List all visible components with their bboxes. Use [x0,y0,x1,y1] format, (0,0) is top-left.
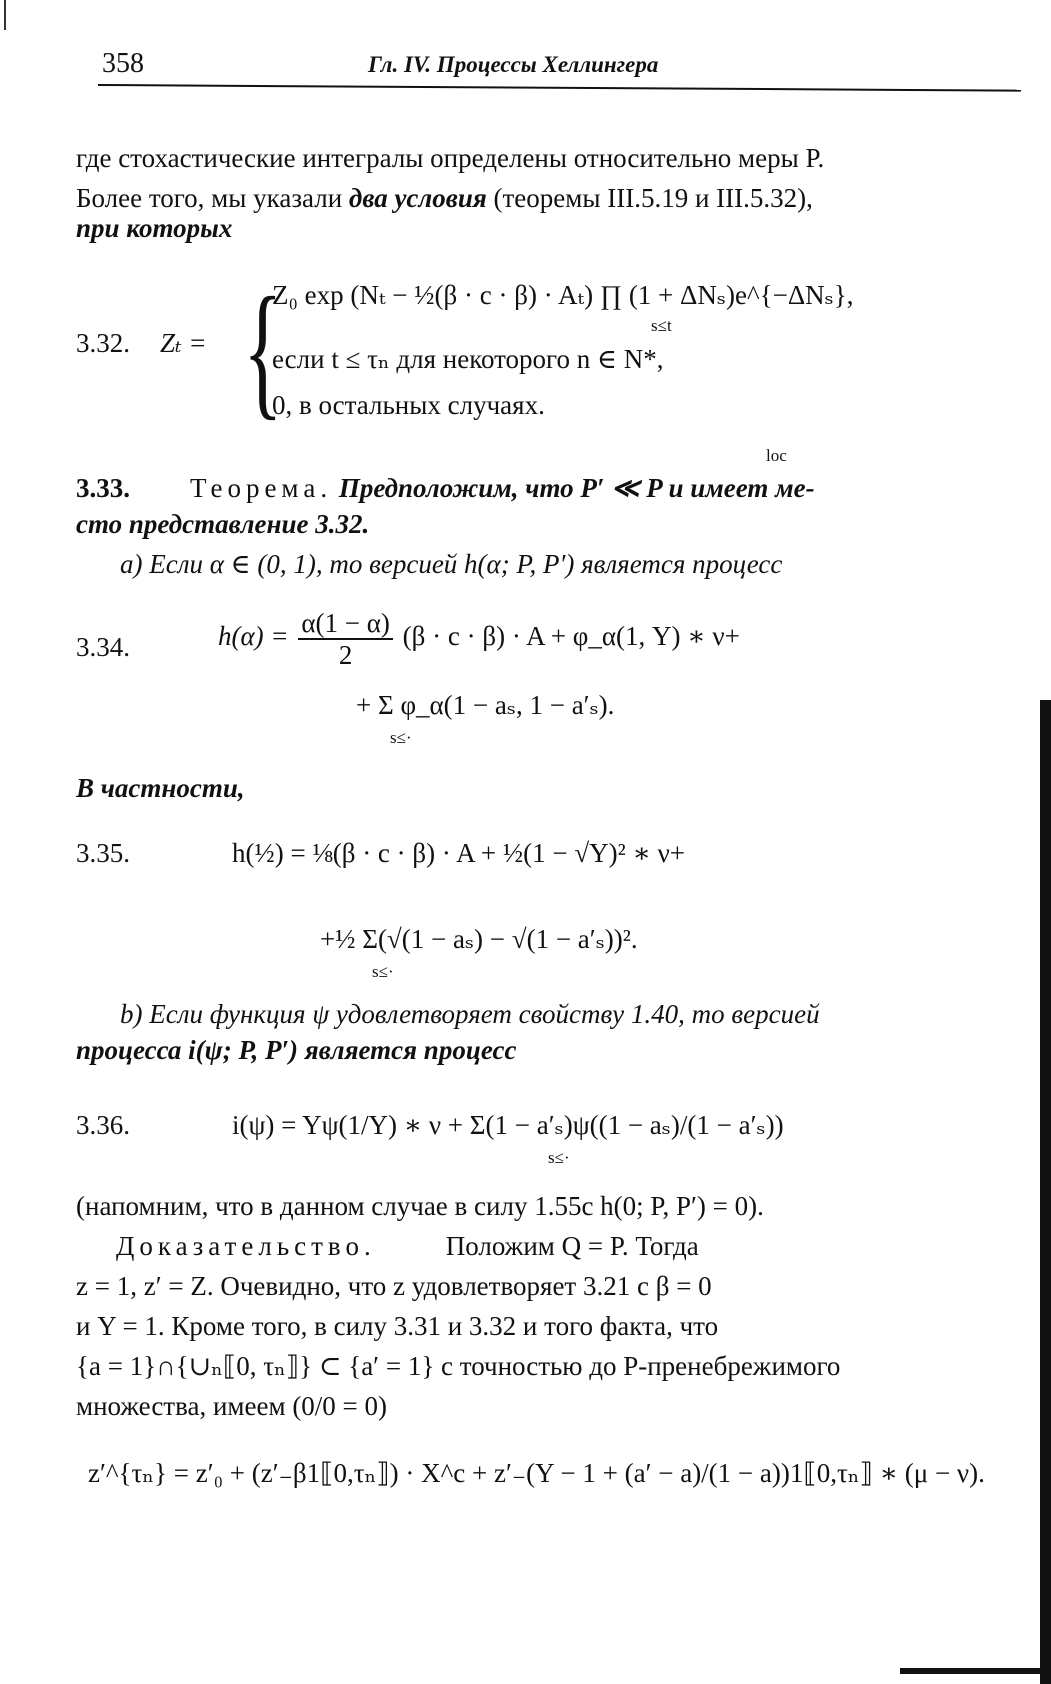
intro-line-3: при которых [76,213,233,243]
eq-3-35-sum-subscript: s≤· [372,962,394,981]
page-header [98,42,1013,82]
proof-line-5: множества, имеем (0/0 = 0) [76,1391,388,1421]
theorem-line-1: 3.33. Теорема. Предположим, что P′ ≪ P и имеет ме- [76,473,815,503]
proof-line-2: z = 1, z′ = Z. Очевидно, что z удовлетворяет 3.21 с β = 0 [76,1271,712,1301]
theorem-line-2: сто представление 3.32. [76,509,370,539]
theorem-part-a: a) Если α ∈ (0, 1), то версией h(α; P, P′) является процесс [120,549,783,579]
header-rule [98,84,1021,92]
proof-line-4: {a = 1}∩{∪ₙ⟦0, τₙ⟧} ⊂ {a′ = 1} с точностью до P-пренебрежимого [76,1351,841,1381]
scan-artifact [4,0,6,30]
eq-3-32-label: 3.32. [76,328,130,358]
in-particular: В частности, [76,773,245,803]
eq-3-36-sum-subscript: s≤· [548,1148,570,1167]
chapter-title: Гл. IV. Процессы Хеллингера [368,52,659,77]
eq-3-32-case-2: если t ≤ τₙ для некоторого n ∈ N*, [272,344,664,374]
proof-line-1: Доказательство. Положим Q = P. Тогда [116,1231,699,1261]
remark: (напомним, что в данном случае в силу 1.55c h(0; P, P′) = 0). [76,1191,764,1221]
part-b-line-2: процесса i(ψ; P, P′) является процесс [76,1035,517,1065]
eq-3-36-formula: i(ψ) = Yψ(1/Y) ∗ ν + Σ(1 − a′ₛ)ψ((1 − aₛ)/(1 − a′ₛ)) [232,1110,784,1140]
eq-3-32-case-1: Z₀ exp (Nₜ − ½(β · c · β) · Aₜ) ∏ (1 + ΔNₛ)e^{−ΔNₛ}, [272,280,854,310]
eq-3-35-line-2: +½ Σ(√(1 − aₛ) − √(1 − a′ₛ))². [320,924,638,954]
scan-edge-shadow [1040,700,1051,1684]
eq-3-35-line-1: h(½) = ⅛(β · c · β) · A + ½(1 − √Y)² ∗ ν+ [232,838,686,868]
proof-line-3: и Y = 1. Кроме того, в силу 3.31 и 3.32 и того факта, что [76,1311,719,1341]
eq-3-34-line-1: h(α) = $\frac{\alpha(1 - \alpha)}{2}$ (β · c · β) · A + φ_α(1, Y) ∗ ν+ [218,608,740,670]
eq-3-34-label: 3.34. [76,632,130,662]
page-number: 358 [102,48,144,79]
eq-3-35-label: 3.35. [76,838,130,868]
eq-3-32-case-3: 0, в остальных случаях. [272,390,545,420]
eq-3-34-fraction: $\frac{\alpha(1 - \alpha)}{2}$ [298,608,393,670]
part-b-line-1: b) Если функция ψ удовлетворяет свойству 1.40, то версией [120,999,820,1029]
eq-3-32-product-subscript: s≤t [651,316,672,335]
eq-3-32-lhs: Zₜ = [160,328,207,358]
left-brace: { [243,267,283,433]
eq-3-34-sum-subscript: s≤· [390,728,412,747]
final-equation: z′^{τₙ} = z′₀ + (z′₋β1⟦0,τₙ⟧) · X^c + z′₋(Y − 1 + (a′ − a)/(1 − a))1⟦0,τₙ⟧ ∗ (μ − ν). [88,1458,985,1488]
eq-3-34-line-2: + Σ φ_α(1 − aₛ, 1 − a′ₛ). [356,690,615,720]
eq-3-36-label: 3.36. [76,1110,130,1140]
intro-line-1: где стохастические интегралы определены относительно меры P. [76,143,825,173]
intro-line-2: Более того, мы указали два условия (теоремы III.5.19 и III.5.32), [76,183,813,213]
loc-superscript: loc [766,446,787,465]
scan-bottom-shadow [900,1668,1051,1674]
